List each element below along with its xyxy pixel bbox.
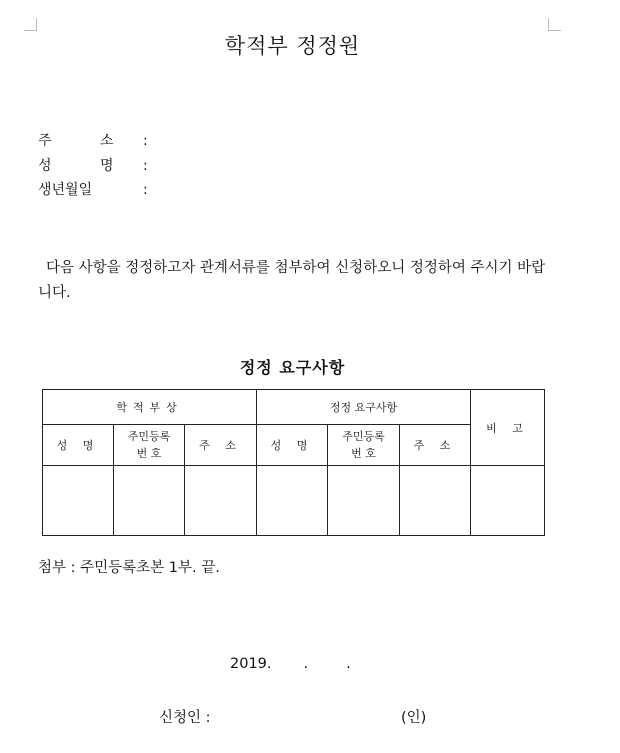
header-record-rrn: 주민등록번 호 (114, 425, 185, 466)
birthdate-label: 생년월일 (38, 182, 93, 198)
cell-correction-rrn[interactable] (328, 466, 400, 536)
cell-remarks[interactable] (471, 466, 545, 536)
request-paragraph (38, 256, 558, 306)
cell-record-name[interactable] (43, 466, 114, 536)
date-year: 2019. (230, 656, 272, 672)
header-remarks: 비 고 (471, 390, 545, 466)
application-date (230, 656, 351, 672)
cell-correction-address[interactable] (400, 466, 471, 536)
correction-table (42, 389, 545, 536)
request-paragraph-text: 다음 사항을 정정하고자 관계서류를 첨부하여 신청하오니 정정하여 주시기 바랍니다. (38, 260, 546, 301)
document-title: 학적부 정정원 (224, 34, 361, 58)
header-record-name: 성 명 (43, 425, 114, 466)
name-field (38, 156, 148, 176)
header-record-address: 주 소 (185, 425, 257, 466)
header-correction-group: 정정 요구사항 (257, 390, 471, 425)
birthdate-field (38, 180, 148, 200)
header-correction-address: 주 소 (400, 425, 471, 466)
seal-label: (인) (401, 710, 427, 726)
header-record-group: 학적부상 (43, 390, 257, 425)
attachment-note: 첨부 : 주민등록초본 1부. 끝. (38, 560, 220, 576)
address-field (38, 131, 148, 151)
name-label: 성 명 (38, 158, 136, 174)
birthdate-colon: : (143, 182, 148, 198)
address-label: 주 소 (38, 133, 136, 149)
section-title: 정정 요구사항 (239, 358, 346, 377)
applicant-label: 신청인 : (159, 710, 211, 726)
date-month-dot: . (303, 656, 309, 672)
cell-record-rrn[interactable] (114, 466, 185, 536)
date-day-dot: . (346, 656, 351, 672)
name-colon: : (143, 158, 148, 174)
header-correction-rrn: 주민등록번 호 (328, 425, 400, 466)
cell-record-address[interactable] (185, 466, 257, 536)
header-correction-name: 성 명 (257, 425, 328, 466)
cell-correction-name[interactable] (257, 466, 328, 536)
address-colon: : (143, 133, 148, 149)
